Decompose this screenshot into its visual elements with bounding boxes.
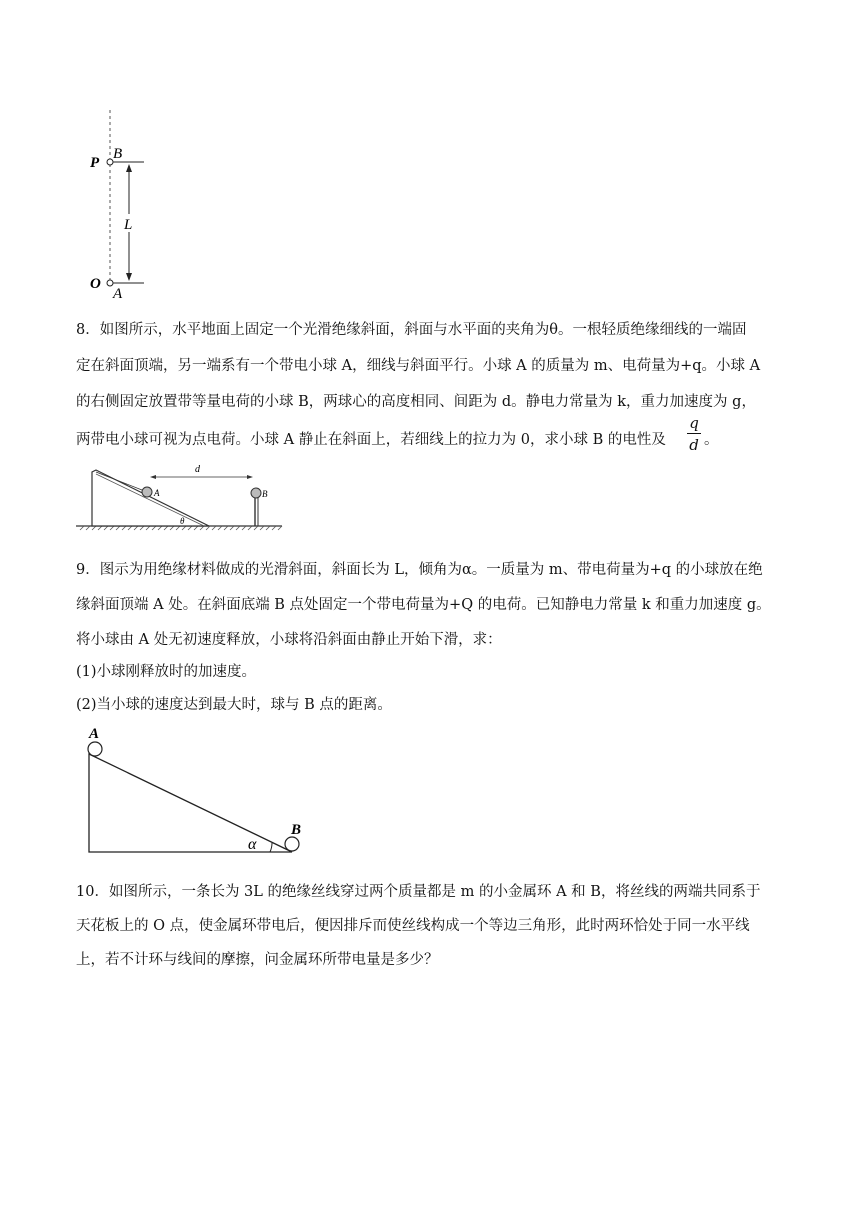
- q8-line-4-end: 。: [704, 432, 719, 448]
- arrow-up-head: [126, 164, 132, 172]
- figure-vertical-charges: [80, 110, 160, 300]
- fraction-bar: [687, 433, 701, 434]
- label-b: B: [291, 822, 302, 838]
- distance-arrow-left: [150, 475, 156, 479]
- q9-line-3: 将小球由 A 处无初速度释放，小球将沿斜面由静止开始下滑，求：: [76, 632, 502, 648]
- label-a: A: [89, 726, 100, 742]
- fraction-denominator: d: [689, 436, 699, 454]
- label-ball-a: A: [154, 488, 160, 498]
- ball-b-circle: [285, 837, 299, 851]
- distance-arrow-right: [247, 475, 253, 479]
- figure-incline-alpha: [80, 722, 310, 858]
- label-a: A: [113, 286, 123, 300]
- fraction-numerator: q: [689, 414, 699, 432]
- label-theta: θ: [180, 516, 185, 526]
- q8-line-2: 定在斜面顶端，另一端系有一个带电小球 A，细线与斜面平行。小球 A 的质量为 m、电荷量为+q。小球 A: [76, 358, 761, 374]
- label-o: O: [90, 276, 101, 292]
- q8-line-1: 8．如图所示，水平地面上固定一个光滑绝缘斜面，斜面与水平面的夹角为θ。一根轻质绝缘细线的一端固: [76, 322, 747, 338]
- q10-line-1: 10．如图所示，一条长为 3L 的绝缘丝线穿过两个质量都是 m 的小金属环 A 和 B，将丝线的两端共同系于: [76, 884, 761, 900]
- q9-sub-1: (1)小球刚释放时的加速度。: [76, 664, 257, 680]
- q10-line-2: 天花板上的 O 点，使金属环带电后，便因排斥而使丝线构成一个等边三角形，此时两环恰处于同一水平线: [76, 918, 750, 934]
- q8-line-3: 的右侧固定放置带等量电荷的小球 B，两球心的高度相同、间距为 d。静电力常量为 k，重力加速度为 g，: [76, 394, 756, 410]
- q10-line-3: 上，若不计环与线间的摩擦，问金属环所带电量是多少？: [76, 952, 439, 968]
- arrow-down-head: [126, 273, 132, 281]
- ball-a-circle: [88, 742, 102, 756]
- q9-line-1: 9．图示为用绝缘材料做成的光滑斜面，斜面长为 L，倾角为α。一质量为 m、带电荷量为+q 的小球放在绝: [76, 562, 763, 578]
- figure-incline-two-balls: [74, 460, 286, 536]
- label-alpha: α: [248, 836, 257, 853]
- label-ball-b: B: [262, 489, 268, 499]
- q8-line-4: 两带电小球可视为点电荷。小球 A 静止在斜面上，若细线上的拉力为 0，求小球 B 的电性及: [76, 432, 666, 448]
- label-b: B: [113, 146, 123, 162]
- label-p: P: [90, 155, 100, 171]
- q9-line-2: 缘斜面顶端 A 处。在斜面底端 B 点处固定一个带电荷量为+Q 的电荷。已知静电力常量 k 和重力加速度 g。: [76, 597, 771, 613]
- incline-triangle: [89, 754, 292, 852]
- ball-b: [251, 488, 261, 498]
- q9-sub-2: (2)当小球的速度达到最大时，球与 B 点的距离。: [76, 697, 392, 713]
- label-d: d: [195, 464, 200, 475]
- incline-wedge: [92, 470, 209, 526]
- label-l: L: [124, 217, 133, 233]
- ball-a: [142, 487, 152, 497]
